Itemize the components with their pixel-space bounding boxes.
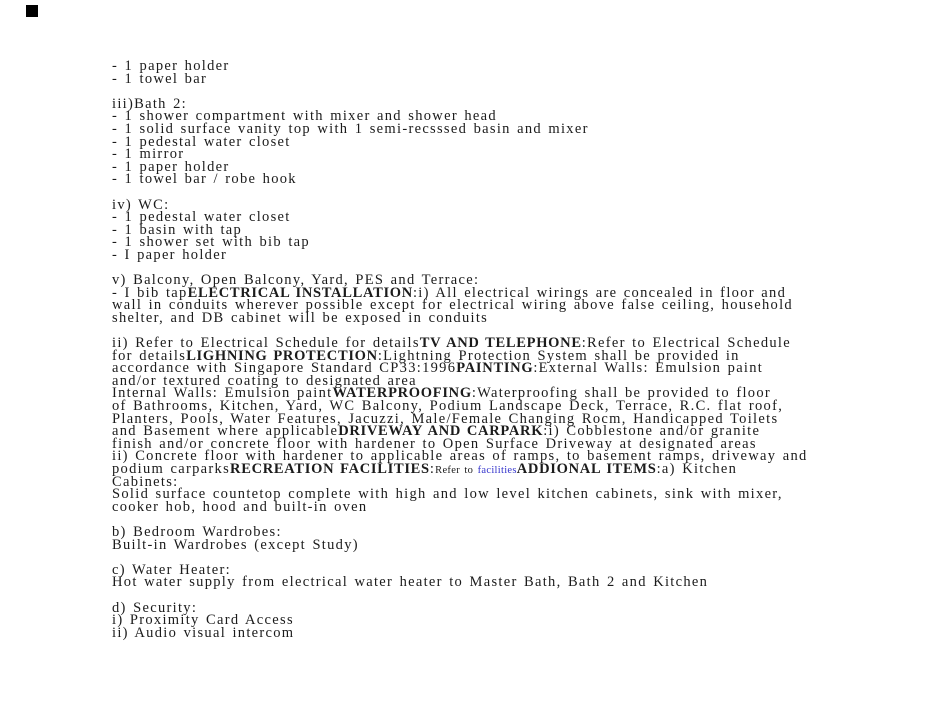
text-run: ii) Concrete floor with hardener to applicable areas of ramps, to basement ramps, driveway and bbox=[112, 448, 808, 465]
text-run: - I paper holder bbox=[112, 246, 228, 263]
inline-section-heading: WATERPROOFING bbox=[332, 385, 472, 402]
text-line bbox=[112, 60, 902, 73]
text-run: Hot water supply from electrical water heater to Master Bath, Bath 2 and Kitchen bbox=[112, 574, 709, 591]
text-line bbox=[112, 173, 902, 186]
text-run: : bbox=[429, 461, 436, 477]
text-line bbox=[112, 624, 902, 641]
text-line bbox=[112, 309, 902, 326]
text-line bbox=[112, 148, 902, 161]
text-run: Cabinets: bbox=[112, 473, 179, 490]
text-run: c) Water Heater: bbox=[112, 561, 231, 578]
text-run: - 1 shower compartment with mixer and shower head bbox=[112, 108, 497, 125]
text-run: - 1 mirror bbox=[112, 146, 185, 163]
inline-section-heading: PAINTING bbox=[456, 360, 534, 377]
text-run: i) Proximity Card Access bbox=[112, 612, 294, 629]
text-run: :i) Cobblestone and/or granite bbox=[543, 423, 761, 440]
text-run: iv) WC: bbox=[112, 196, 170, 213]
text-run: Planters, Pools, Water Features, Jacuzzi, Male/Female Changing Rocm, Handicapped Toilets bbox=[112, 410, 779, 427]
text-run: - 1 towel bar bbox=[112, 70, 208, 87]
scan-artifact-mark bbox=[26, 5, 38, 17]
text-run: - 1 towel bar / robe hook bbox=[112, 171, 297, 188]
text-line bbox=[112, 536, 902, 553]
text-run: finish and/or concrete floor with hardener to Open Surface Driveway at designated areas bbox=[112, 435, 757, 452]
services-and-finishes-section bbox=[112, 337, 902, 513]
text-line bbox=[112, 236, 902, 249]
text-run: :i) All electrical wirings are concealed in floor and bbox=[412, 284, 787, 301]
facilities-link[interactable]: facilities bbox=[477, 465, 517, 476]
bedroom-wardrobes-section bbox=[112, 523, 902, 553]
fixtures-continued-section bbox=[112, 60, 902, 85]
text-line bbox=[112, 70, 902, 87]
balcony-electrical-section bbox=[112, 274, 902, 324]
text-run: - 1 paper holder bbox=[112, 58, 230, 74]
text-line bbox=[112, 576, 902, 589]
text-run: shelter, and DB cabinet will be exposed in conduits bbox=[112, 309, 489, 326]
text-run: - 1 pedestal water closet bbox=[112, 209, 291, 226]
text-run: Built-in Wardrobes (except Study) bbox=[112, 536, 359, 553]
text-run: d) Security: bbox=[112, 599, 198, 616]
text-run: - 1 paper holder bbox=[112, 158, 230, 175]
text-run: :a) Kitchen bbox=[656, 461, 738, 477]
text-run: and Basement where applicable bbox=[112, 423, 339, 440]
text-run: - 1 pedestal water closet bbox=[112, 133, 291, 150]
text-run: - 1 solid surface vanity top with 1 semi-recsssed basin and mixer bbox=[112, 120, 589, 137]
text-run: :External Walls: Emulsion paint bbox=[533, 360, 764, 377]
inline-section-heading: ADDIONAL ITEMS bbox=[516, 461, 657, 477]
text-run: v) Balcony, Open Balcony, Yard, PES and Terrace: bbox=[112, 272, 480, 289]
text-run: for details bbox=[112, 347, 187, 364]
text-run: b) Bedroom Wardrobes: bbox=[112, 523, 282, 540]
text-run: - 1 basin with tap bbox=[112, 221, 243, 238]
text-run: ii) Refer to Electrical Schedule for details bbox=[112, 335, 420, 352]
small-note-text: Refer to bbox=[435, 465, 478, 476]
text-run: wall in conduits wherever possible except for electrical wiring above false ceiling, household bbox=[112, 297, 793, 314]
text-run: - I bib tap bbox=[112, 284, 188, 301]
text-line bbox=[112, 246, 902, 263]
text-line bbox=[112, 498, 902, 515]
text-run: :Lightning Protection System shall be provided in bbox=[377, 347, 740, 364]
text-run: :Refer to Electrical Schedule bbox=[581, 335, 791, 352]
inline-section-heading: DRIVEWAY AND CARPARK bbox=[338, 423, 544, 440]
text-run: - 1 shower set with bib tap bbox=[112, 234, 310, 251]
text-line bbox=[112, 463, 902, 476]
text-run: of Bathrooms, Kitchen, Yard, WC Balcony, Podium Landscape Deck, Terrace, R.C. flat roof, bbox=[112, 398, 784, 415]
security-section bbox=[112, 599, 902, 641]
text-run: and/or textured coating to designated area bbox=[112, 372, 417, 389]
text-run: Internal Walls: Emulsion paint bbox=[112, 385, 333, 402]
wc-section bbox=[112, 196, 902, 263]
inline-section-heading: ELECTRICAL INSTALLATION bbox=[187, 284, 413, 301]
text-run: iii)Bath 2: bbox=[112, 95, 188, 112]
text-run: podium carparks bbox=[112, 461, 231, 477]
bath-2-section bbox=[112, 95, 902, 188]
text-run: Solid surface countetop complete with high and low level kitchen cabinets, sink with mixer, bbox=[112, 486, 783, 503]
text-run: ii) Audio visual intercom bbox=[112, 624, 295, 641]
inline-section-heading: LIGHNING PROTECTION bbox=[186, 347, 378, 364]
inline-section-heading: TV AND TELEPHONE bbox=[419, 335, 582, 352]
inline-section-heading: RECREATION FACILITIES bbox=[230, 461, 430, 477]
text-run: accordance with Singapore Standard CP33:1996 bbox=[112, 360, 457, 377]
text-run: cooker hob, hood and built-in oven bbox=[112, 498, 368, 515]
text-run: :Waterproofing shall be provided to floor bbox=[471, 385, 772, 402]
text-line bbox=[112, 133, 902, 150]
document-text-body bbox=[112, 60, 902, 639]
water-heater-section bbox=[112, 561, 902, 591]
